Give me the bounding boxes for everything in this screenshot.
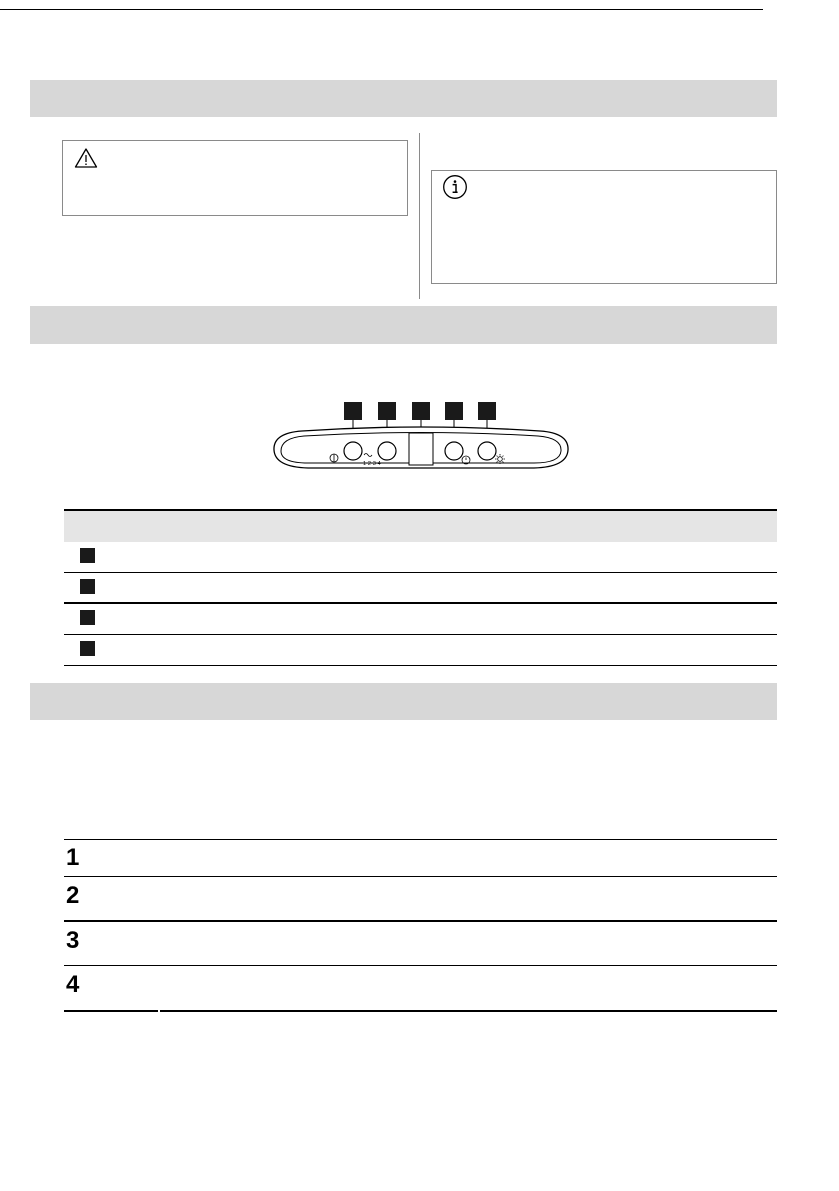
- panel-row-marker: [80, 548, 95, 563]
- callout-marker: [445, 402, 463, 420]
- table-bottom-rule: [64, 665, 777, 666]
- callout-marker: [344, 402, 362, 420]
- column-divider: [419, 133, 420, 299]
- section-heading-safety: [30, 80, 777, 117]
- warning-note: [62, 140, 408, 216]
- info-circle-icon: [442, 174, 468, 200]
- warning-triangle-icon: [74, 147, 98, 169]
- table-top-rule: [64, 839, 777, 840]
- panel-row-marker: [80, 610, 95, 625]
- light-button: [478, 442, 496, 460]
- callout-marker: [478, 402, 496, 420]
- timer-button: [445, 442, 463, 460]
- section-heading-daily-use: [30, 683, 777, 720]
- table-row-divider: [64, 572, 777, 573]
- speed-number: 4: [66, 971, 80, 998]
- speed-number: 1: [66, 844, 80, 871]
- table-column-gap: [158, 1010, 160, 1012]
- control-panel-illustration: [272, 400, 570, 472]
- svg-text:1·2·3·4: 1·2·3·4: [363, 461, 381, 467]
- page-top-rule: [0, 9, 763, 10]
- table-row-divider: [64, 876, 777, 877]
- display-window: [409, 433, 433, 465]
- table-row-divider: [64, 965, 777, 966]
- speed-number: 3: [66, 927, 80, 954]
- table-row-divider: [64, 602, 777, 604]
- info-note: [431, 170, 777, 284]
- section-heading-control-panel: [30, 306, 777, 344]
- speed-number: 2: [66, 882, 80, 909]
- panel-row-marker: [80, 579, 95, 594]
- table-row-divider: [64, 634, 777, 635]
- fan-speed-button: [378, 442, 396, 460]
- power-button: [344, 442, 362, 460]
- panel-table-header: [64, 509, 777, 542]
- panel-row-marker: [80, 641, 95, 656]
- callout-marker: [378, 402, 396, 420]
- table-row-divider: [64, 920, 777, 922]
- table-bottom-rule: [64, 1010, 777, 1012]
- callout-marker: [412, 402, 430, 420]
